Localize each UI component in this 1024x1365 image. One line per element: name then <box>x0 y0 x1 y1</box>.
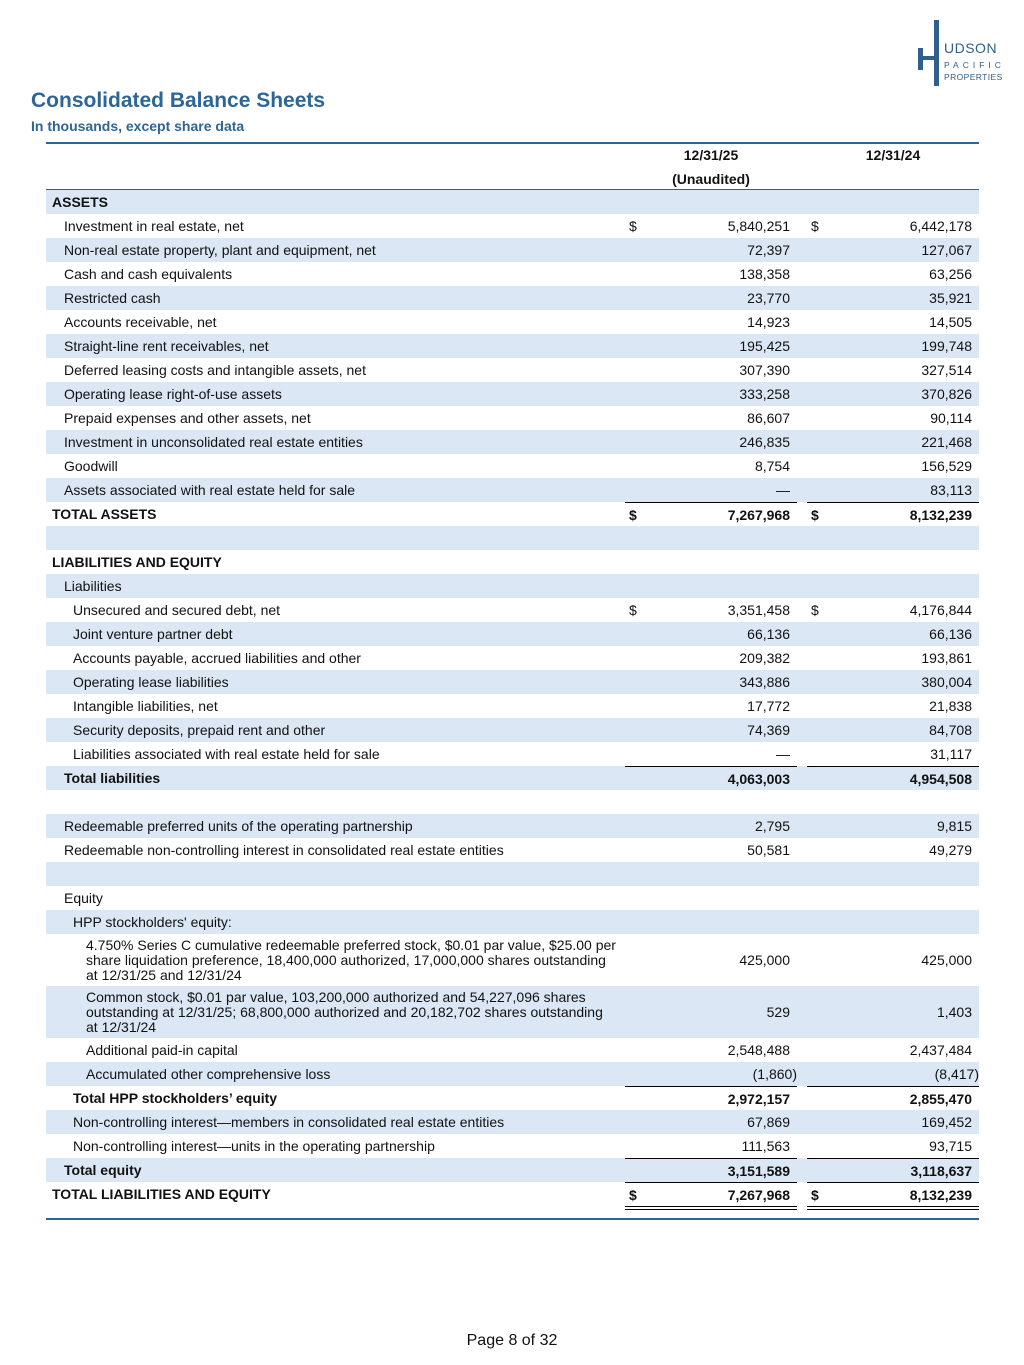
value-2025-cell <box>625 502 797 526</box>
value-2025-cell <box>625 238 797 262</box>
row-label: Non-real estate property, plant and equipment, net <box>64 241 376 258</box>
row-label: Total liabilities <box>64 769 161 786</box>
value-2024: 66,136 <box>929 626 972 642</box>
value-2024: 169,452 <box>921 1114 972 1130</box>
table-row <box>46 262 979 286</box>
row-label: Accounts receivable, net <box>64 313 217 330</box>
row-label: Operating lease right-of-use assets <box>64 385 282 402</box>
value-2024-cell <box>807 1134 979 1158</box>
value-2024: 8,132,239 <box>909 506 972 523</box>
value-2025: 3,151,589 <box>727 1162 790 1179</box>
dollar-sign: $ <box>629 506 637 523</box>
value-2024: 63,256 <box>929 266 972 282</box>
page-subtitle: In thousands, except share data <box>31 118 245 134</box>
value-2025: 2,795 <box>754 818 790 834</box>
table-row <box>46 886 979 910</box>
table-row <box>46 430 979 454</box>
value-2025-cell <box>625 358 797 382</box>
row-label: Liabilities associated with real estate held for sale <box>73 745 380 762</box>
table-row <box>46 934 979 986</box>
table-row <box>46 454 979 478</box>
table-row <box>46 406 979 430</box>
table-row <box>46 238 979 262</box>
value-2024: 93,715 <box>929 1138 972 1154</box>
value-2025-cell <box>625 1182 797 1206</box>
row-label: Security deposits, prepaid rent and other <box>73 721 326 738</box>
table-row <box>46 862 979 886</box>
value-2024-cell <box>807 1158 979 1182</box>
dollar-sign: $ <box>811 602 819 618</box>
value-2025-cell <box>625 986 797 1038</box>
row-label: Goodwill <box>64 457 118 474</box>
row-label: Prepaid expenses and other assets, net <box>64 409 311 426</box>
value-2024-cell <box>807 646 979 670</box>
value-2024-cell <box>807 262 979 286</box>
table-row <box>46 646 979 670</box>
row-label: Redeemable preferred units of the operating partnership <box>64 817 413 834</box>
value-2024: 425,000 <box>921 952 972 968</box>
logo-wordmark: UDSON <box>944 40 998 56</box>
value-2025-cell <box>625 934 797 986</box>
value-2024-cell <box>807 406 979 430</box>
value-2025-cell <box>625 766 797 790</box>
value-2024-cell <box>807 358 979 382</box>
double-underline <box>807 1206 979 1210</box>
table-row <box>46 1182 979 1206</box>
value-2025-cell <box>625 718 797 742</box>
value-2025-cell <box>625 670 797 694</box>
row-label: Total equity <box>64 1161 142 1178</box>
value-2024: (8,417) <box>934 1066 979 1082</box>
value-2024-cell <box>807 814 979 838</box>
value-2024-cell <box>807 1038 979 1062</box>
value-2024: 2,437,484 <box>909 1042 972 1058</box>
value-2024-cell <box>807 670 979 694</box>
value-2025-cell <box>625 478 797 502</box>
value-2024-cell <box>807 286 979 310</box>
value-2024-cell <box>807 502 979 526</box>
value-2024-cell <box>807 598 979 622</box>
value-2025: — <box>776 746 790 762</box>
row-label: Accounts payable, accrued liabilities and other <box>73 649 361 666</box>
value-2024: 84,708 <box>929 722 972 738</box>
row-label: Investment in unconsolidated real estate entities <box>64 433 363 450</box>
value-2024: 3,118,637 <box>910 1162 972 1179</box>
table-row <box>46 1110 979 1134</box>
top-rule <box>46 142 979 144</box>
value-2025: 50,581 <box>747 842 790 858</box>
value-2024-cell <box>807 430 979 454</box>
value-2024-cell <box>807 214 979 238</box>
value-2025: 2,972,157 <box>727 1090 790 1107</box>
value-2025: 4,063,003 <box>727 770 790 787</box>
value-2025-cell <box>625 334 797 358</box>
value-2024: 8,132,239 <box>909 1186 972 1203</box>
value-2024: 156,529 <box>921 458 972 474</box>
value-2024: 6,442,178 <box>909 218 972 234</box>
row-label: Deferred leasing costs and intangible assets, net <box>64 361 366 378</box>
row-label: Unsecured and secured debt, net <box>73 601 281 618</box>
row-label: Cash and cash equivalents <box>64 265 233 282</box>
value-2025-cell <box>625 694 797 718</box>
table-row <box>46 1158 979 1182</box>
row-label: Liabilities <box>64 577 122 594</box>
value-2024: 9,815 <box>936 818 972 834</box>
value-2025-cell <box>625 646 797 670</box>
row-label: HPP stockholders' equity: <box>73 913 232 930</box>
table-row <box>46 358 979 382</box>
value-2025-cell <box>625 262 797 286</box>
row-label: 4.750% Series C cumulative redeemable preferred stock, $0.01 par value, $25.00 per share liquidation preference, 18,400,000 authorized, 17,000,000 shares outstanding at 12/31/25 and 12/31/24 <box>86 936 616 983</box>
value-2024: 380,004 <box>921 674 972 690</box>
value-2025-cell <box>625 814 797 838</box>
value-2025-cell <box>625 382 797 406</box>
table-row <box>46 742 979 766</box>
value-2025: 74,369 <box>747 722 790 738</box>
value-2025-cell <box>625 310 797 334</box>
value-2024: 327,514 <box>921 362 972 378</box>
value-2025: 7,267,968 <box>727 1186 790 1203</box>
value-2025: 343,886 <box>739 674 790 690</box>
value-2025-cell <box>625 286 797 310</box>
row-label: Total HPP stockholders’ equity <box>73 1089 278 1106</box>
value-2025: 86,607 <box>747 410 790 426</box>
value-2025-cell <box>625 1086 797 1110</box>
table-row <box>46 838 979 862</box>
table-row <box>46 190 979 214</box>
value-2025: (1,860) <box>752 1066 797 1082</box>
value-2024: 4,176,844 <box>909 602 972 618</box>
table-row <box>46 622 979 646</box>
value-2024-cell <box>807 334 979 358</box>
logo-line-2: PROPERTIES <box>944 72 1003 82</box>
value-2025-cell <box>625 1158 797 1182</box>
value-2024: 90,114 <box>930 410 972 426</box>
table-row <box>46 1038 979 1062</box>
value-2025: 307,390 <box>739 362 790 378</box>
column-subheader-unaudited: (Unaudited) <box>672 171 750 187</box>
row-label: Joint venture partner debt <box>73 625 233 642</box>
table-row <box>46 910 979 934</box>
value-2024-cell <box>807 622 979 646</box>
table-row <box>46 718 979 742</box>
value-2024: 193,861 <box>921 650 972 666</box>
value-2025: 138,358 <box>739 266 790 282</box>
row-label: Redeemable non-controlling interest in consolidated real estate entities <box>64 841 504 858</box>
value-2024-cell <box>807 1086 979 1110</box>
value-2025-cell <box>625 1062 797 1086</box>
table-row <box>46 550 979 574</box>
table-row <box>46 986 979 1038</box>
value-2025: 333,258 <box>739 386 790 402</box>
table-row <box>46 766 979 790</box>
value-2024: 83,113 <box>930 482 972 498</box>
value-2024-cell <box>807 838 979 862</box>
value-2024-cell <box>807 1062 979 1086</box>
value-2024-cell <box>807 1182 979 1206</box>
value-2025: 8,754 <box>754 458 790 474</box>
dollar-sign: $ <box>811 218 819 234</box>
table-row <box>46 1086 979 1110</box>
page-title: Consolidated Balance Sheets <box>31 89 326 112</box>
value-2024: 35,921 <box>929 290 972 306</box>
column-header-2025: 12/31/25 <box>683 147 739 163</box>
value-2025-cell <box>625 1134 797 1158</box>
table-row <box>46 694 979 718</box>
value-2025: — <box>776 482 790 498</box>
dollar-sign: $ <box>811 1186 819 1203</box>
value-2025: 23,770 <box>747 290 790 306</box>
row-label: Intangible liabilities, net <box>73 697 218 714</box>
value-2025: 14,923 <box>747 314 790 330</box>
value-2024: 199,748 <box>921 338 972 354</box>
double-underline <box>625 1206 797 1210</box>
value-2024: 49,279 <box>929 842 972 858</box>
value-2024-cell <box>807 718 979 742</box>
value-2024-cell <box>807 934 979 986</box>
value-2025: 72,397 <box>747 242 790 258</box>
value-2025: 2,548,488 <box>727 1042 790 1058</box>
value-2025: 195,425 <box>739 338 790 354</box>
value-2025-cell <box>625 1110 797 1134</box>
value-2024: 370,826 <box>921 386 972 402</box>
value-2024-cell <box>807 766 979 790</box>
row-label: Straight-line rent receivables, net <box>64 337 269 354</box>
value-2025: 246,835 <box>739 434 790 450</box>
value-2025: 17,772 <box>747 698 790 714</box>
value-2024-cell <box>807 454 979 478</box>
table-row <box>46 334 979 358</box>
table-row <box>46 1134 979 1158</box>
value-2024-cell <box>807 986 979 1038</box>
value-2024: 14,505 <box>929 314 972 330</box>
table-row <box>46 526 979 550</box>
table-row <box>46 214 979 238</box>
value-2025-cell <box>625 598 797 622</box>
table-row <box>46 598 979 622</box>
value-2025-cell <box>625 214 797 238</box>
table-row <box>46 478 979 502</box>
row-label: TOTAL ASSETS <box>52 505 157 522</box>
table-row <box>46 286 979 310</box>
table-row <box>46 1062 979 1086</box>
value-2024: 31,117 <box>930 746 972 762</box>
row-label: LIABILITIES AND EQUITY <box>52 553 222 570</box>
row-label: Additional paid-in capital <box>86 1041 238 1058</box>
table-row <box>46 574 979 598</box>
value-2024-cell <box>807 742 979 766</box>
value-2025: 425,000 <box>739 952 790 968</box>
table-row <box>46 310 979 334</box>
row-label: Accumulated other comprehensive loss <box>86 1065 331 1082</box>
value-2024-cell <box>807 310 979 334</box>
value-2024: 127,067 <box>921 242 972 258</box>
value-2025: 5,840,251 <box>727 218 790 234</box>
value-2024-cell <box>807 382 979 406</box>
dollar-sign: $ <box>629 602 637 618</box>
value-2025: 66,136 <box>747 626 790 642</box>
value-2025-cell <box>625 406 797 430</box>
logo-line-1: PACIFIC <box>944 60 1005 70</box>
value-2024-cell <box>807 694 979 718</box>
value-2025: 67,869 <box>747 1114 790 1130</box>
page-number: Page 8 of 32 <box>466 1332 558 1349</box>
value-2024-cell <box>807 1110 979 1134</box>
table-row <box>46 814 979 838</box>
row-label: ASSETS <box>52 193 109 210</box>
row-label: Operating lease liabilities <box>73 673 229 690</box>
dollar-sign: $ <box>811 506 819 523</box>
row-label: Non-controlling interest—members in consolidated real estate entities <box>73 1113 505 1130</box>
table-row <box>46 790 979 814</box>
value-2025: 209,382 <box>739 650 790 666</box>
balance-sheet-table <box>46 190 979 1206</box>
dollar-sign: $ <box>629 1186 637 1203</box>
value-2024-cell <box>807 478 979 502</box>
row-label: Assets associated with real estate held for sale <box>64 481 356 498</box>
row-label: TOTAL LIABILITIES AND EQUITY <box>52 1185 271 1202</box>
value-2024: 4,954,508 <box>909 770 972 787</box>
value-2025: 7,267,968 <box>727 506 790 523</box>
value-2024-cell <box>807 238 979 262</box>
row-label: Common stock, $0.01 par value, 103,200,000 authorized and 54,227,096 shares outstanding at 12/31/25; 68,800,000 authorized and 20,182,702 shares outstanding at 12/31/24 <box>86 988 603 1035</box>
value-2024: 2,855,470 <box>909 1090 972 1107</box>
row-label: Restricted cash <box>64 289 161 306</box>
value-2025-cell <box>625 430 797 454</box>
value-2025: 3,351,458 <box>727 602 790 618</box>
column-header-2024: 12/31/24 <box>865 147 921 163</box>
value-2025-cell <box>625 1038 797 1062</box>
value-2025-cell <box>625 838 797 862</box>
value-2024: 221,468 <box>921 434 972 450</box>
table-row <box>46 502 979 526</box>
row-label: Equity <box>64 889 103 906</box>
value-2024: 1,403 <box>936 1004 972 1020</box>
value-2025-cell <box>625 622 797 646</box>
value-2025-cell <box>625 454 797 478</box>
value-2024: 21,838 <box>929 698 972 714</box>
value-2025: 529 <box>766 1004 790 1020</box>
value-2025: 111,563 <box>741 1138 790 1154</box>
dollar-sign: $ <box>629 218 637 234</box>
table-row <box>46 382 979 406</box>
value-2025-cell <box>625 742 797 766</box>
table-row <box>46 670 979 694</box>
row-label: Non-controlling interest—units in the operating partnership <box>73 1137 435 1154</box>
row-label: Investment in real estate, net <box>64 217 244 234</box>
bottom-rule <box>46 1218 979 1220</box>
